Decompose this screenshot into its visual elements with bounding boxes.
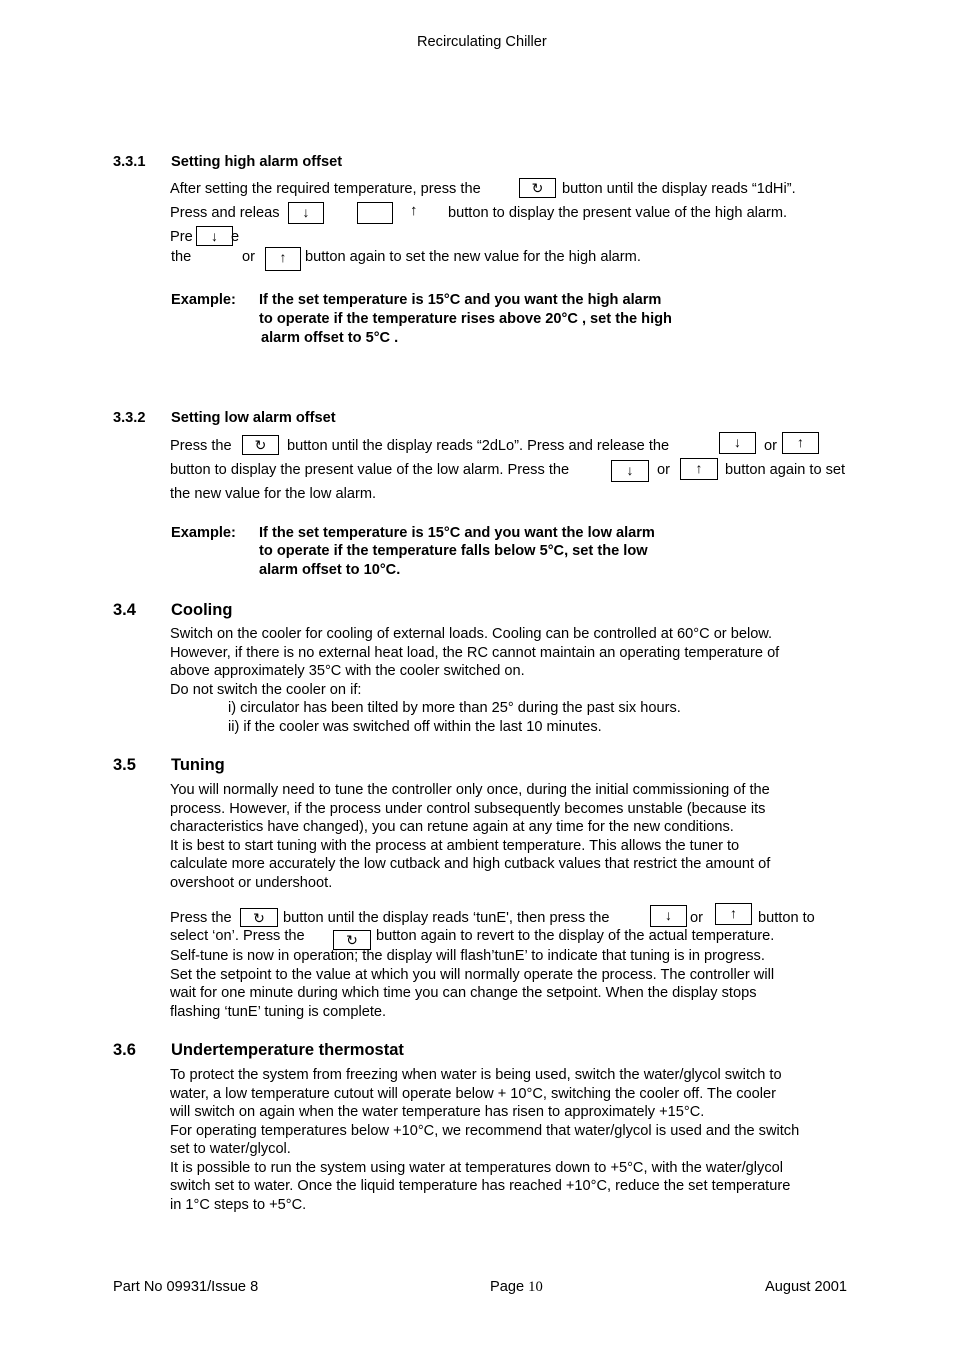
text-line: Self-tune is now in operation; the display will flash’tunE’ to indicate that tuning is in progress. — [170, 948, 765, 964]
text-line: Pre — [170, 229, 193, 245]
up-button-icon: ↑ — [680, 458, 718, 480]
example-text: If the set temperature is 15°C and you want the low alarm — [259, 525, 655, 541]
text-line: calculate more accurately the low cutback and high cutback values that restrict the amount of — [170, 856, 771, 872]
text-line: button to display the present value of the high alarm. — [448, 205, 788, 221]
cooling-paragraph — [170, 625, 870, 736]
text-line: Press the — [170, 438, 232, 454]
text-line: switch set to water. Once the liquid temperature has reached +10°C, reduce the set temperature — [170, 1178, 791, 1194]
section-title-cooling: Cooling — [171, 601, 233, 619]
example-text: alarm offset to 5°C . — [261, 330, 399, 346]
section-number-3-3-1: 3.3.1 — [113, 154, 146, 170]
text-line: button to — [758, 910, 815, 926]
text-line: After setting the required temperature, press the — [170, 181, 481, 197]
blank-button-box — [357, 202, 393, 224]
up-button-icon: ↑ — [265, 247, 301, 271]
text-line: button to display the present value of the low alarm. Press the — [170, 462, 570, 478]
text-line: characteristics have changed), you can retune again at any time for the new conditions. — [170, 819, 734, 835]
footer-page-label: Page — [490, 1279, 525, 1295]
text-line: It is possible to run the system using water at temperatures down to +5°C, with the water/glycol — [170, 1159, 783, 1176]
text-line: For operating temperatures below +10°C, we recommend that water/glycol is used and the switch — [170, 1122, 800, 1139]
down-button-icon: ↓ — [719, 432, 756, 454]
text-line: button again to set — [725, 462, 846, 478]
scroll-button-icon: ↻ — [519, 178, 556, 198]
tuning-paragraph — [170, 781, 870, 892]
example-text: alarm offset to 10°C. — [259, 562, 401, 578]
tuning-paragraph-2 — [170, 947, 870, 1021]
section-title-high-alarm: Setting high alarm offset — [171, 154, 343, 170]
example-text: to operate if the temperature rises above 20°C , set the high — [259, 311, 672, 327]
text-line: To protect the system from freezing when water is being used, switch the water/glycol switch to — [170, 1067, 782, 1083]
text-line: will switch on again when the water temperature has risen to approximately +15°C. — [170, 1104, 705, 1120]
footer-part-number: Part No 09931/Issue 8 — [113, 1279, 259, 1295]
scroll-button-icon: ↻ — [333, 930, 371, 950]
text-line: Do not switch the cooler on if: — [170, 681, 362, 698]
section-number-3-4: 3.4 — [113, 601, 136, 619]
text-fragment: e — [231, 229, 240, 245]
text-line: the — [171, 249, 192, 265]
text-line: button until the display reads ‘tunE', then press the — [283, 910, 610, 926]
text-line: wait for one minute during which time you can change the setpoint. When the display stops — [170, 985, 757, 1001]
text-line: select ‘on’. Press the — [170, 928, 305, 944]
text-line: process. However, if the process under control subsequently becomes unstable (because its — [170, 800, 766, 817]
list-item: i) circulator has been tilted by more than 25° during the past six hours. — [228, 700, 681, 716]
footer-page-number: 10 — [528, 1279, 543, 1295]
section-title-low-alarm: Setting low alarm offset — [171, 410, 336, 426]
text-line: overshoot or undershoot. — [170, 874, 333, 891]
footer-date: August 2001 — [765, 1279, 847, 1295]
text-line: in 1°C steps to +5°C. — [170, 1196, 307, 1213]
text-line: or — [657, 462, 670, 478]
section-number-3-3-2: 3.3.2 — [113, 410, 146, 426]
text-line: or — [242, 249, 255, 265]
text-line: button again to revert to the display of the actual temperature. — [376, 928, 775, 944]
up-button-icon: ↑ — [782, 432, 819, 454]
example-text: to operate if the temperature falls below 5°C, set the low — [259, 543, 648, 559]
text-line: or — [690, 910, 703, 926]
text-line: Press and releas — [170, 205, 280, 221]
section-title-tuning: Tuning — [171, 756, 225, 774]
text-line: water, a low temperature cutout will operate below + 10°C, switching the cooler off. The cooler — [170, 1085, 776, 1102]
text-line: However, if there is no external heat load, the RC cannot maintain an operating temperature of — [170, 644, 780, 661]
down-button-icon: ↓ — [288, 202, 324, 224]
text-line: the new value for the low alarm. — [170, 486, 377, 502]
up-button-icon: ↑ — [715, 903, 752, 925]
text-line: button until the display reads “1dHi”. — [562, 181, 796, 197]
text-line: You will normally need to tune the controller only once, during the initial commissioning of the — [170, 782, 770, 798]
text-line: flashing ‘tunE’ tuning is complete. — [170, 1003, 387, 1020]
text-line: Press the — [170, 910, 232, 926]
text-line: It is best to start tuning with the process at ambient temperature. This allows the tuner to — [170, 837, 740, 854]
section-number-3-5: 3.5 — [113, 756, 136, 774]
text-line: Set the setpoint to the value at which you will normally operate the process. The controller will — [170, 966, 775, 983]
down-button-icon: ↓ — [611, 460, 649, 482]
section-number-3-6: 3.6 — [113, 1041, 136, 1059]
text-line: button again to set the new value for the high alarm. — [305, 249, 641, 265]
text-line: button until the display reads “2dLo”. Press and release the — [287, 438, 670, 454]
text-line: or — [764, 438, 777, 454]
scroll-button-icon: ↻ — [242, 435, 279, 455]
page-header-title: Recirculating Chiller — [417, 34, 547, 50]
example-label: Example: — [171, 292, 236, 308]
footer-page — [490, 1279, 543, 1296]
down-button-icon: ↓ — [196, 226, 233, 246]
example-text: If the set temperature is 15°C and you want the high alarm — [259, 292, 662, 308]
undertemperature-paragraph — [170, 1066, 870, 1214]
text-line: Switch on the cooler for cooling of external loads. Cooling can be controlled at 60°C or below. — [170, 626, 773, 642]
down-button-icon: ↓ — [650, 905, 687, 927]
section-title-undertemperature: Undertemperature thermostat — [171, 1041, 404, 1059]
up-arrow-icon: ↑ — [410, 202, 418, 219]
text-line: set to water/glycol. — [170, 1141, 291, 1157]
text-line: above approximately 35°C with the cooler switched on. — [170, 663, 525, 679]
list-item: ii) if the cooler was switched off within the last 10 minutes. — [228, 718, 602, 735]
example-label: Example: — [171, 525, 236, 541]
scroll-button-icon: ↻ — [240, 908, 278, 927]
